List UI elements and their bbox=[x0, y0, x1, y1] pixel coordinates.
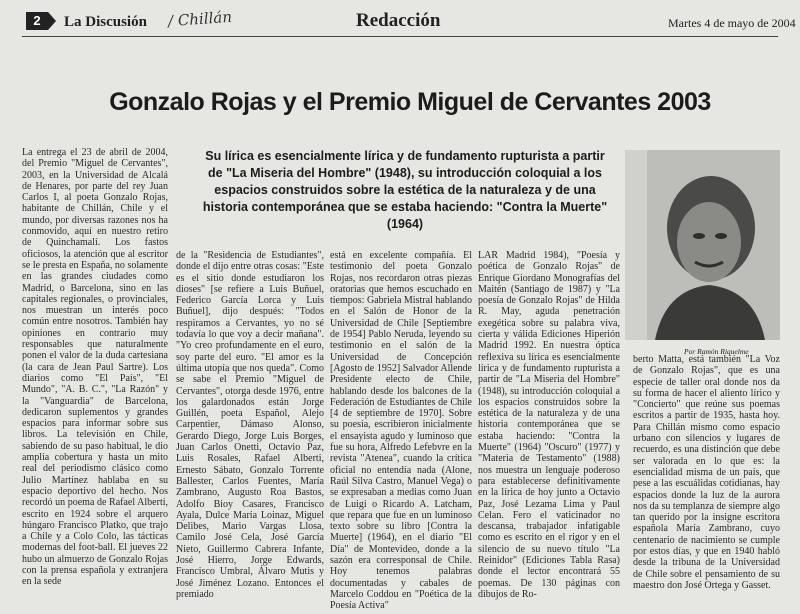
article-column-1 bbox=[22, 147, 168, 614]
column-text: de la "Residencia de Estudiantes", donde el dijo entre otras cosas: "Este es el sitio donde estudiaron los dioses" [se refiere a Luis Buñuel, Federico García Lorca y Luis Buñuel], dijo después: "Todos respiramos a Cervantes, yo no sé todavía lo que voy a decir mañana". "Yo creo profundamente en el euro, soy parte del euro. "El amor es la última utopía que nos queda". Como se sabe el Premio "Miguel de Cervantes", otorga desde 1976, entre los galardonados están Jorge Guillén, poeta Español, Alejo Carpentier, Dámaso Alonso, Gerardo Diego, Jorge Luis Borges, Juan Carlos Onetti, Octavio Paz, Luis Rosales, Rafael Alberti, Ernesto Sábato, Gonzalo Torrente Ballester, Carlos Fuentes, María Zambrano, Augusto Roa Bastos, Adolfo Bioy Casares, Francisco Ayala, Dulce María Loinaz, Miguel Delibes, Mario Vargas Llosa, Camilo José Cela, José García Nieto, Guillermo Cabrera Infante, José Hierro, Jorge Edwards, Francisco Umbral, Álvaro Mutis y José Jiménez Lozano. Entonces el premiado bbox=[176, 250, 324, 600]
article-column-4 bbox=[478, 250, 620, 614]
article-headline: Gonzalo Rojas y el Premio Miguel de Cervantes 2003 bbox=[109, 88, 711, 116]
column-text: LAR Madrid 1984), "Poesía y poética de Gonzalo Rojas" de Enrique Giordano Monografías del Maitén (Santiago de 1987) y "La poesía de Gonzalo Rojas" de Hilda R. May, aguda penetración exegética sobre su palabra viva, cierta y válida Ediciones Hiperión Madrid 1992. En nuestra óptica reflexiva su lírica es esencialmente lírica y de fundamento rupturista a partir de "La Miseria del Hombre" (1948), su introducción coloquial a los espacios construidos sobre la estética de la naturaleza y de una historia contemporánea que se estaba haciendo: "Contra la Muerte" (1964) "Oscuro" (1977) y "Materia de Testamento" (1988) nos muestra un lenguaje poderoso para establecerse definitivamente en la lírica de hoy junto a Octavio Paz, José Lezama Lima y Paul Celan. Fero el vaticinador no descansa, trabajador infatigable como es escrito en el rigor y en el silencio de su nuevo título "La Reinidor" (Ediciones Tabla Rasa) donde el lector encontrará 55 poemas. De 130 páginas con dibujos de Ro- bbox=[478, 250, 620, 600]
article-column-2 bbox=[176, 250, 324, 614]
photo-caption: Por Ramón Riquelme bbox=[684, 347, 749, 356]
article-deck: Su lírica es esencialmente lírica y de fundamento rupturista a partir de "La Miseria del Hombre" (1948), su introducción coloquial a los espacios construidos sobre la estética de la naturaleza y de una historia contemporánea que se estaba haciendo: "Contra la Muerte" (1964) bbox=[202, 149, 608, 231]
column-text: berto Matta, está también "La Voz de Gonzalo Rojas", que es una especie de taller oral donde nos da su forma de hacer el aliento lírico y "Concierto" que reúne sus poemas escritos a partir de 1935, hasta hoy. Para Chillán mismo como espacio urbano con silencios y lugares de recuerdo, es una distinción que debe ser valorada en lo que es: la esencialidad misma de un país, que pese a las escuálidas cotidianas, hay espacios donde la luz de la aurora nos da su templanza de siempre algo tan querido por la insigne escritora española María Zambrano, cuyo centenario de nacimiento se cumple por estos días, y que en 1940 habló desde la tribuna de la Universidad de Chile sobre el pensamiento de su maestro don José Ortega y Gasset. bbox=[633, 354, 780, 591]
column-text: está en excelente compañía. El testimonio del poeta Gonzalo Rojas, nos recordaron otras piezas oratorias que hemos escuchado en tiempos: Gabriela Mistral hablando en el Salón de Honor de la Universidad de Chile [Septiembre de 1954] Pablo Neruda, leyendo su testimonio en el salón de la Universidad de Concepción [Agosto de 1952] Salvador Allende Presidente electo de Chile, hablando desde los balcones de la Federación de Estudiantes de Chile [4 de septiembre de 1970]. Sobre su poesía, escribieron inicialmente el ensayista agudo y luminoso que fue su hora, Alfredo Lefebvre en la revista "Atenea", cuando la crítica oficial no entendía nada (Alone, Raúl Silva Castro, Manuel Vega) o se expresaban a medias como Juan de Luigi o Ricardo A. Latcham, que repara que fue en un luminoso texto sobre su libro [Contra la Muerte] (1964), en el diario "El Día" de Montevideo, donde a la sazón era corresponsal de Chile. Hoy tenemos palabras documentadas y cabales de Marcelo Coddou en "Poética de la Poesía Activa" bbox=[330, 250, 472, 612]
author-photo bbox=[625, 150, 780, 340]
section-title: Redacción bbox=[356, 10, 441, 31]
handwritten-note: / Chillán bbox=[167, 7, 233, 31]
portrait-image bbox=[625, 150, 780, 340]
page-number: 2 bbox=[26, 12, 48, 30]
header-rule bbox=[22, 36, 778, 37]
article-column-5 bbox=[633, 354, 780, 614]
article-column-3 bbox=[330, 250, 472, 614]
column-text: La entrega el 23 de abril de 2004, del Premio "Miguel de Cervantes", 2003, en la Universidad de Alcalá de Henares, por parte del rey Juan Carlos I, al poeta Gonzalo Rojas, habitante de Chillán, Chile y el mundo, por diversas razones nos ha conmovido, aquí en nuestro retiro de Quinchamalí. Los fastos oficiosos, la atención que al escritor se le presta en España, no solamente en las grandes ciudades como Madrid, o Barcelona, sino en las capitales regionales, o provinciales, nos muestran un interés poco común entre nosotros. También hay opiniones en contrario muy responsables que naturalmente ponen el valor de la duda cartesiana (la cara de Jean Paul Sartre). Los diarios como "El País", "El Mundo", "A. B. C.", "La Razón" y la "Vanguardia" de Barcelona, dedicaron suplementos y grandes espacios para informar sobre sus libros. La televisión en Chile, sabiendo de su paso habitual, le dio amplia cobertura y hasta un mito real del periodismo clásico como Julio Martínez hablaba en su espacio deportivo del hecho. Nos recordó un poema de Rafael Alberti, escrito en 1924 sobre el arquero húngaro Francisco Platko, que trajo a Chile y a Colo Colo, las tácticas modernas del foot-ball. El jueves 22 hubo un almuerzo de Gonzalo Rojas con la prensa española y extranjera en la sede bbox=[22, 147, 168, 588]
issue-date: Martes 4 de mayo de 2004 bbox=[668, 16, 796, 30]
paper-name: La Discusión bbox=[64, 14, 147, 30]
